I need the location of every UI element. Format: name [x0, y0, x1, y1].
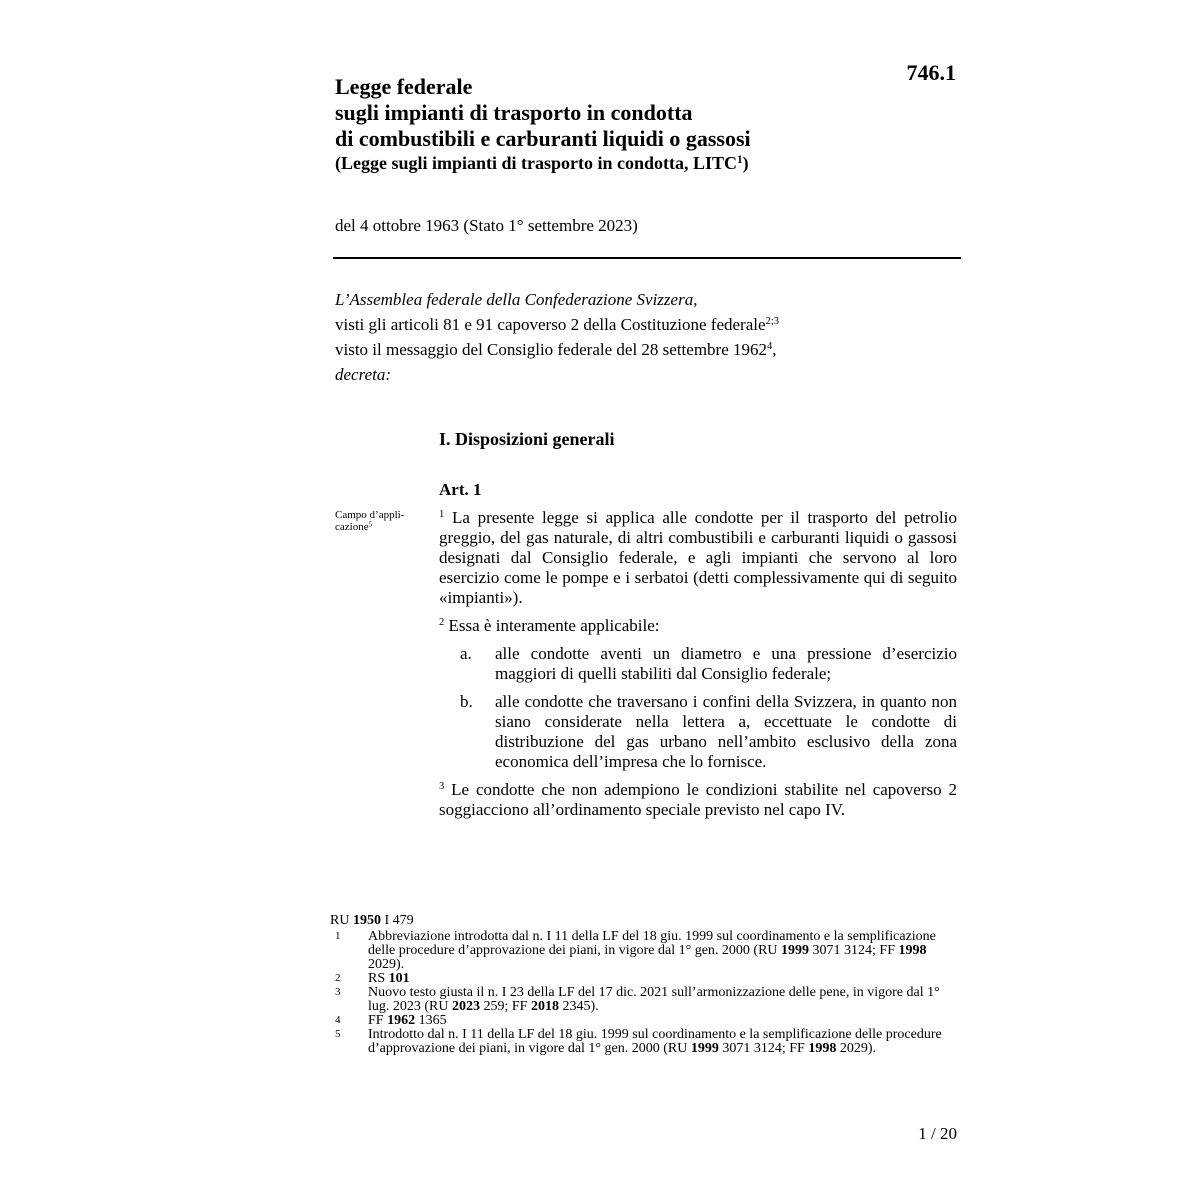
footnote-segment: Abbreviazione introdotta dal n. I 11 della LF del 18 giu. 1999 sul coordinamento e la semplificazione delle procedure d’approvazione dei piani, in vigore dal 1° gen. 2000 (RU — [368, 929, 936, 958]
footnote-text — [368, 1014, 960, 1028]
footnote-5 — [330, 1028, 960, 1056]
footnote-bold: 1999 — [690, 1041, 719, 1056]
paragraph-2 — [439, 616, 957, 636]
footnote-text — [368, 972, 960, 986]
footnote-number: 5 — [335, 1028, 341, 1040]
paragraph-text: Essa è interamente applicabile: — [444, 616, 660, 635]
paragraph-number: 2 — [439, 617, 445, 629]
footnote-bold: 101 — [388, 971, 410, 986]
margin-note-text: Campo d’appli- cazione — [335, 509, 405, 533]
chapter-heading: I. Disposizioni generali — [439, 429, 615, 449]
footnote-1 — [330, 930, 960, 972]
preamble-line-4: decreta: — [335, 365, 392, 384]
preamble — [335, 287, 960, 387]
ru-prefix: RU — [330, 913, 353, 928]
footnote-ref-5[interactable]: 5 — [368, 521, 372, 529]
footnote-segment: 2029). — [368, 957, 405, 972]
footnote-segment: 3071 3124; FF — [718, 1041, 809, 1056]
footnote-number: 4 — [335, 1014, 341, 1026]
margin-note — [335, 509, 427, 533]
paragraph-number: 1 — [439, 509, 445, 521]
footnote-bold: 1998 — [808, 1041, 837, 1056]
list-item-b — [439, 692, 957, 772]
footnote-segment: 1365 — [415, 1013, 447, 1028]
footnote-segment: Nuovo testo giusta il n. I 23 della LF del 17 dic. 2021 sull’armonizzazione delle pene, in vigore dal 1° lug. 2023 (RU — [368, 985, 940, 1014]
title-line-1: Legge federale — [335, 74, 473, 99]
footnote-segment: FF — [368, 1013, 388, 1028]
preamble-line-1: L’Assemblea federale della Confederazione Svizzera, — [335, 290, 698, 309]
list-letter: b. — [460, 692, 473, 711]
paragraph-text: La presente legge si applica alle condotte per il trasporto del petrolio greggio, del gas naturale, di altri combustibili e carburanti liquidi o gassosi designati dal Consiglio federale, e agli impianti che servono al loro esercizio come le pompe e i serbatoi (detti complessivamente qui di seguito «impianti»). — [439, 508, 957, 607]
document-number: 746.1 — [906, 60, 956, 85]
footnote-segment: 2345). — [558, 999, 599, 1014]
preamble-line-3 — [335, 337, 960, 362]
document-title — [335, 74, 895, 152]
preamble-line-2 — [335, 312, 960, 337]
list-text: alle condotte che traversano i confini della Svizzera, in quanto non siano considerate nella lettera a, eccettuate le condotte di distribuzione del gas urbano nell’ambito esclusivo della zona economica dell’impresa che lo fornisce. — [495, 692, 957, 771]
ru-reference — [330, 914, 960, 928]
subtitle-text: (Legge sugli impianti di trasporto in condotta, LITC — [335, 153, 738, 173]
footnote-bold: 2018 — [530, 999, 559, 1014]
ru-year: 1950 — [352, 913, 381, 928]
footnote-2 — [330, 972, 960, 986]
footnote-text — [368, 1028, 960, 1056]
footnote-number: 2 — [335, 972, 341, 984]
footnote-ref-1[interactable]: 1 — [737, 153, 743, 166]
preamble-line-3-text: visto il messaggio del Consiglio federale del 28 settembre 1962 — [335, 340, 767, 359]
article-heading: Art. 1 — [439, 480, 482, 499]
footnote-text — [368, 986, 960, 1014]
footnote-segment: Introdotto dal n. I 11 della LF del 18 giu. 1999 sul coordinamento e la semplificazione delle procedure d’approvazione dei piani, in vigore dal 1° gen. 2000 (RU — [368, 1027, 942, 1056]
preamble-line-2-text: visti gli articoli 81 e 91 capoverso 2 della Costituzione federale — [335, 315, 766, 334]
footnote-segment: 2029). — [836, 1041, 876, 1056]
footnote-4 — [330, 1014, 960, 1028]
footnotes — [330, 914, 960, 1056]
footnote-ref-2-3[interactable]: 2;3 — [765, 316, 780, 328]
footnote-number: 1 — [335, 930, 341, 942]
footnote-bold: 1962 — [387, 1013, 416, 1028]
footnote-text — [368, 930, 960, 972]
title-line-3: di combustibili e carburanti liquidi o gassosi — [335, 126, 751, 151]
list-item-a — [439, 644, 957, 684]
paragraph-3 — [439, 780, 957, 820]
article-body — [439, 508, 957, 828]
footnote-segment: 3071 3124; FF — [809, 943, 899, 958]
footnote-3 — [330, 986, 960, 1014]
paragraph-text: Le condotte che non adempiono le condizioni stabilite nel capoverso 2 soggiacciono all’ordinamento speciale previsto nel capo IV. — [439, 780, 957, 819]
subtitle-end: ) — [742, 153, 749, 173]
title-line-2: sugli impianti di trasporto in condotta — [335, 100, 693, 125]
title-divider — [333, 257, 961, 259]
paragraph-number: 3 — [439, 781, 445, 793]
page-indicator: 1 / 20 — [918, 1124, 957, 1143]
footnote-number: 3 — [335, 986, 341, 998]
document-date: del 4 ottobre 1963 (Stato 1° settembre 2023) — [335, 216, 638, 235]
document-subtitle — [335, 153, 749, 174]
footnote-bold: 2023 — [452, 999, 480, 1014]
list-letter: a. — [460, 644, 472, 663]
footnote-ref-4[interactable]: 4 — [767, 341, 773, 353]
preamble-line-3-end: , — [772, 340, 777, 359]
ru-rest: I 479 — [380, 913, 414, 928]
paragraph-1 — [439, 508, 957, 608]
footnote-segment: 259; FF — [480, 999, 531, 1014]
footnote-bold: 1999 — [781, 943, 810, 958]
footnote-segment: RS — [368, 971, 389, 986]
footnote-bold: 1998 — [898, 943, 927, 958]
list-text: alle condotte aventi un diametro e una pressione d’esercizio maggiori di quelli stabiliti dal Consiglio federale; — [495, 644, 957, 683]
